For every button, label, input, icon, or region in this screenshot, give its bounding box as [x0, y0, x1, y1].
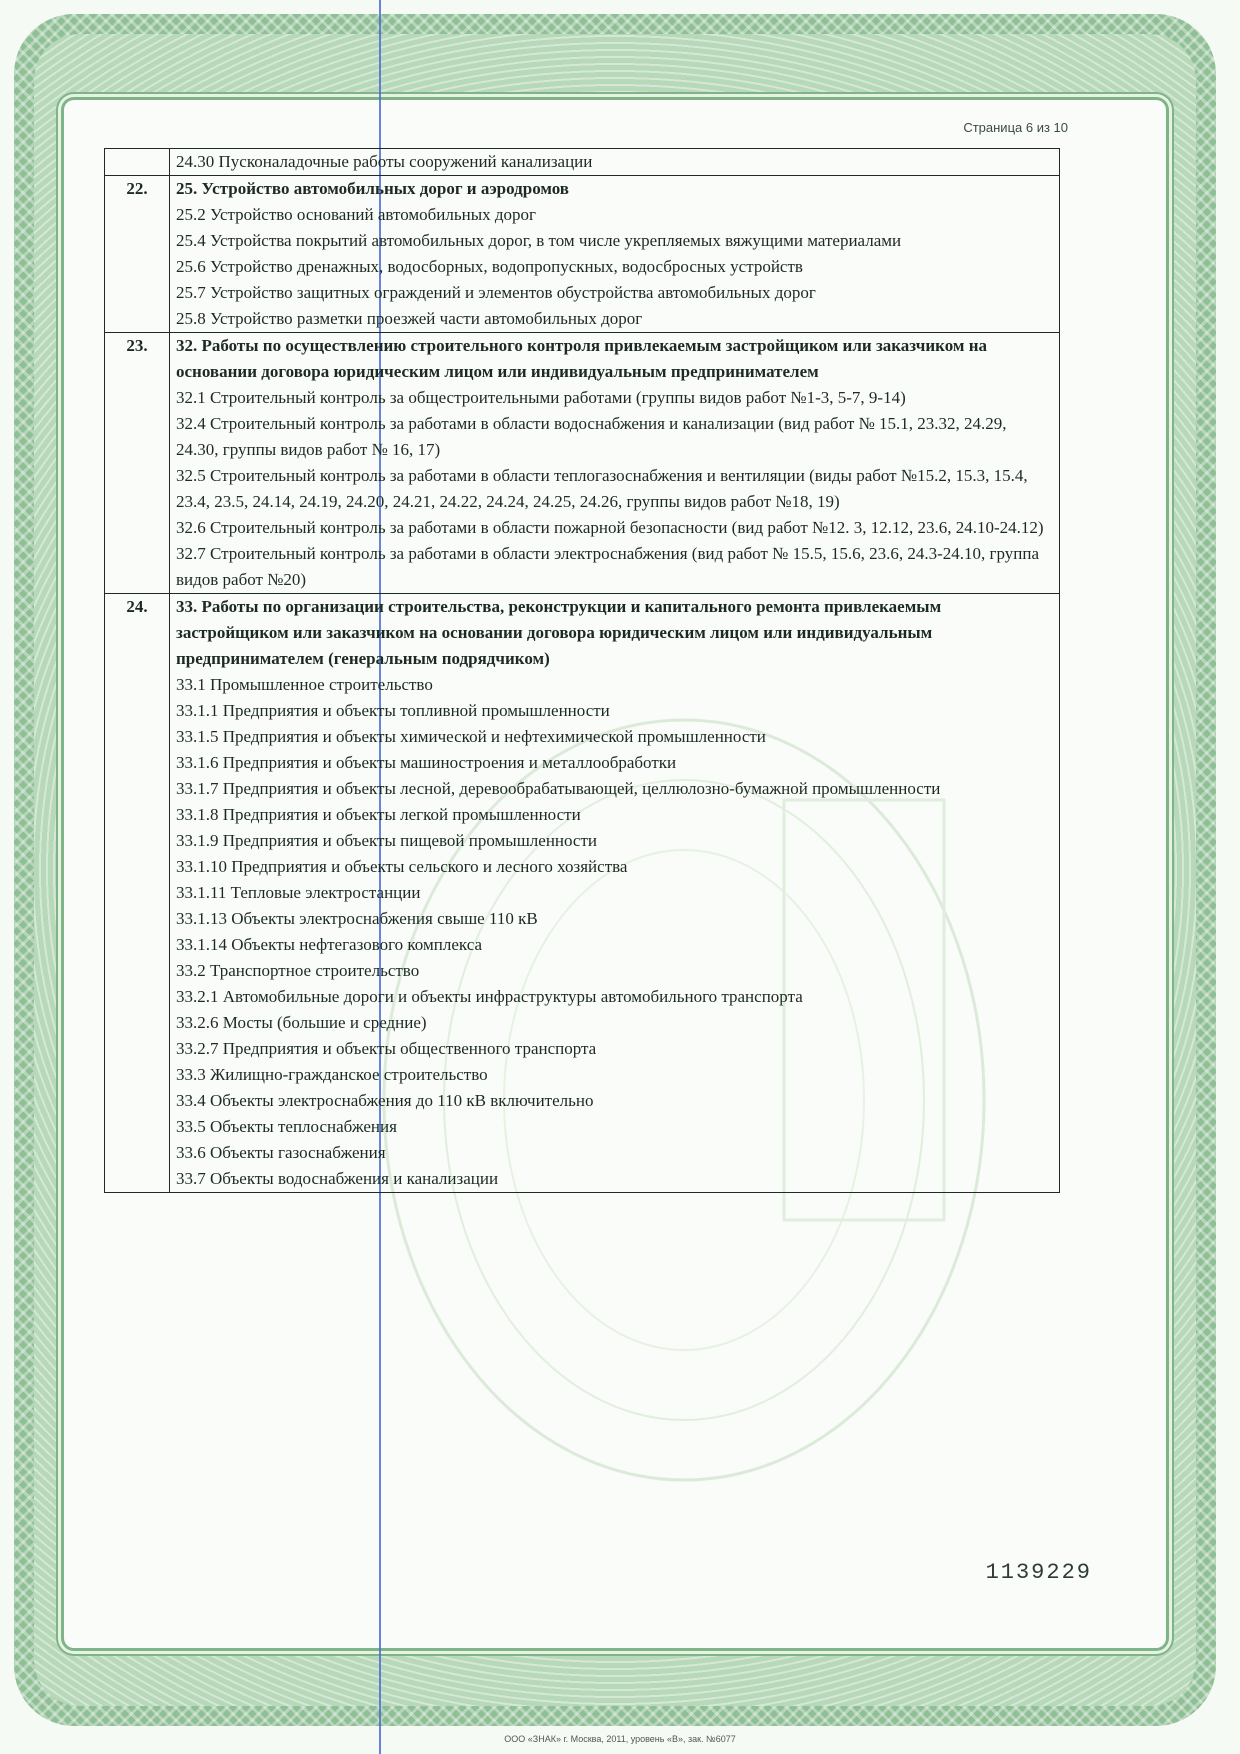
work-group-heading: 32. Работы по осуществлению строительного контроля привлекаемым застройщиком или заказчиком на основании договора юридическим лицом или индивидуальным предпринимателем — [176, 336, 988, 381]
work-item: 33.2.1 Автомобильные дороги и объекты инфраструктуры автомобильного транспорта — [176, 987, 803, 1006]
work-item: 33.1.5 Предприятия и объекты химической и нефтехимической промышленности — [176, 727, 766, 746]
work-item: 33.7 Объекты водоснабжения и канализации — [176, 1169, 499, 1188]
work-item: 33.1.7 Предприятия и объекты лесной, деревообрабатывающей, целлюлозно-бумажной промышленности — [176, 779, 941, 798]
work-item: 33.1.14 Объекты нефтегазового комплекса — [176, 935, 482, 954]
row-number: 22. — [105, 176, 170, 333]
row-content — [170, 149, 1060, 176]
work-item: 33.1.1 Предприятия и объекты топливной промышленности — [176, 701, 610, 720]
row-number — [105, 149, 170, 176]
work-item: 33.5 Объекты теплоснабжения — [176, 1117, 397, 1136]
table-row — [105, 333, 1060, 594]
works-table — [104, 148, 1060, 1193]
work-item: 32.5 Строительный контроль за работами в области теплогазоснабжения и вентиляции (виды работ №15.2, 15.3, 15.4, 23.4, 23.5, 24.14, 24.19, 24.20, 24.21, 24.22, 24.24, 24.25, 24.26, группы видов работ №18, 19) — [176, 466, 1028, 511]
work-item: 32.4 Строительный контроль за работами в области водоснабжения и канализации (вид работ № 15.1, 23.32, 24.29, 24.30, группы видов работ № 16, 17) — [176, 414, 1007, 459]
serial-number: 1139229 — [985, 1560, 1092, 1585]
table-row — [105, 594, 1060, 1193]
work-item: 33.3 Жилищно-гражданское строительство — [176, 1065, 488, 1084]
work-item: 25.8 Устройство разметки проезжей части автомобильных дорог — [176, 309, 643, 328]
row-content — [170, 176, 1060, 333]
work-item: 33.6 Объекты газоснабжения — [176, 1143, 386, 1162]
work-item: 33.1.11 Тепловые электростанции — [176, 883, 421, 902]
row-number: 24. — [105, 594, 170, 1193]
printer-imprint: ООО «ЗНАК» г. Москва, 2011, уровень «В», зак. №6077 — [504, 1734, 736, 1744]
work-item: 33.2 Транспортное строительство — [176, 961, 420, 980]
row-content — [170, 333, 1060, 594]
work-item: 32.6 Строительный контроль за работами в области пожарной безопасности (вид работ №12. 3, 12.12, 23.6, 24.10-24.12) — [176, 518, 1044, 537]
row-number: 23. — [105, 333, 170, 594]
work-item: 24.30 Пусконаладочные работы сооружений канализации — [176, 152, 593, 171]
work-item: 33.1.9 Предприятия и объекты пищевой промышленности — [176, 831, 598, 850]
work-group-heading: 33. Работы по организации строительства, реконструкции и капитального ремонта привлекаемым застройщиком или заказчиком на основании договора юридическим лицом или индивидуальным предпринимателем (генеральным подрядчиком) — [176, 597, 942, 668]
table-row — [105, 176, 1060, 333]
work-group-heading: 25. Устройство автомобильных дорог и аэродромов — [176, 179, 569, 198]
work-item: 25.4 Устройства покрытий автомобильных дорог, в том числе укрепляемых вяжущими материалами — [176, 231, 902, 250]
row-content — [170, 594, 1060, 1193]
work-item: 33.1.10 Предприятия и объекты сельского и лесного хозяйства — [176, 857, 628, 876]
page-number: Страница 6 из 10 — [963, 120, 1068, 135]
work-item: 33.2.6 Мосты (большие и средние) — [176, 1013, 427, 1032]
work-item: 33.2.7 Предприятия и объекты общественного транспорта — [176, 1039, 597, 1058]
work-item: 33.1.13 Объекты электроснабжения свыше 110 кВ — [176, 909, 538, 928]
work-item: 32.1 Строительный контроль за общестроительными работами (группы видов работ №1-3, 5-7, 9-14) — [176, 388, 906, 407]
work-item: 25.6 Устройство дренажных, водосборных, водопропускных, водосбросных устройств — [176, 257, 803, 276]
work-item: 33.1.6 Предприятия и объекты машиностроения и металлообработки — [176, 753, 677, 772]
work-item: 33.1 Промышленное строительство — [176, 675, 433, 694]
work-item: 33.1.8 Предприятия и объекты легкой промышленности — [176, 805, 581, 824]
work-item: 25.2 Устройство оснований автомобильных дорог — [176, 205, 537, 224]
work-item: 25.7 Устройство защитных ограждений и элементов обустройства автомобильных дорог — [176, 283, 816, 302]
table-row — [105, 149, 1060, 176]
work-item: 33.4 Объекты электроснабжения до 110 кВ включительно — [176, 1091, 594, 1110]
work-item: 32.7 Строительный контроль за работами в области электроснабжения (вид работ № 15.5, 15.6, 23.6, 24.3-24.10, группа видов работ №20) — [176, 544, 1040, 589]
